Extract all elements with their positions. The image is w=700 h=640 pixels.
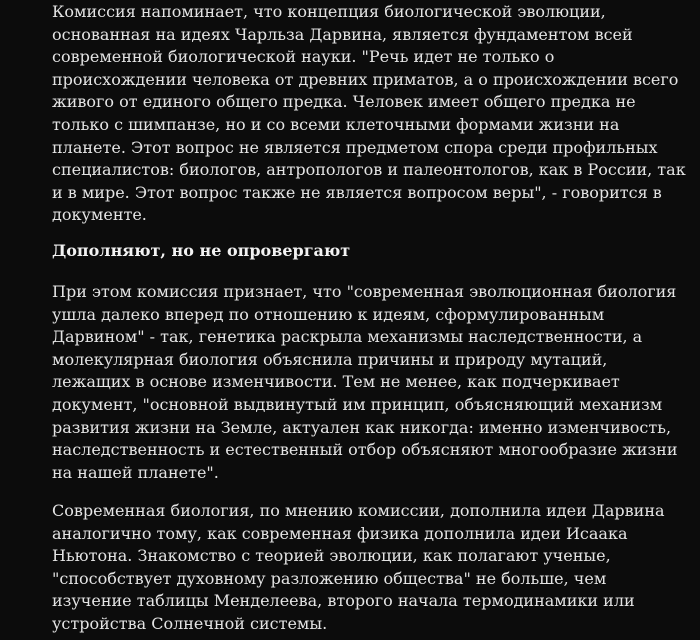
text-line: происхождении человека от древних приматов, а о происхождении всего (52, 69, 679, 89)
text-line: изучение таблицы Менделеева, второго начала термодинамики или (52, 591, 635, 611)
text-line: документ, "основной выдвинутый им принцип, объясняющий механизм (52, 394, 663, 414)
text-line: основанная на идеях Чарльза Дарвина, является фундаментом всей (52, 24, 633, 44)
text-line: При этом комиссия признает, что "современная эволюционная биология (52, 282, 677, 301)
text-line: наследственность и естественный отбор объясняют многообразие жизни (52, 440, 678, 460)
text-line: ушла далеко вперед по отношению к идеям, сформулированным (52, 304, 605, 324)
text-line: только с шимпанзе, но и со всеми клеточными формами жизни на (52, 114, 620, 134)
section-subheading: Дополняют, но не опровергают (52, 241, 351, 260)
text-line: планете. Этот вопрос не является предметом спора среди профильных (52, 137, 658, 157)
text-line: Ньютона. Знакомство с теорией эволюции, как полагают ученые, (52, 546, 611, 566)
text-line: молекулярная биология объяснила причины и природу мутаций, (52, 349, 608, 369)
text-line: на нашей планете". (52, 462, 219, 482)
text-line: специалистов: биологов, антропологов и палеонтологов, как в России, так (52, 160, 686, 180)
paragraph-darwin-concept (52, 1, 686, 227)
text-line: аналогично тому, как современная физика дополнила идеи Исаака (52, 523, 628, 543)
paragraph-modern-biology (52, 500, 665, 636)
text-line: лежащих в основе изменчивости. Тем не менее, как подчеркивает (52, 372, 620, 392)
paragraph-modern-evolution (52, 281, 678, 484)
text-line: развития жизни на Земле, актуален как никогда: именно изменчивость, (52, 417, 672, 437)
text-line: документе. (52, 205, 147, 225)
text-line: живого от единого общего предка. Человек имеет общего предка не (52, 92, 636, 112)
text-line: Современная биология, по мнению комиссии, дополнила идеи Дарвина (52, 501, 665, 520)
text-line: Дарвином" - так, генетика раскрыла механизмы наследственности, а (52, 327, 643, 347)
text-line: "способствует духовному разложению общества" не больше, чем (52, 568, 607, 588)
text-line: Комиссия напоминает, что концепция биологической эволюции, (52, 2, 606, 21)
text-line: и в мире. Этот вопрос также не является вопросом веры", - говорится в (52, 182, 662, 202)
text-line: устройства Солнечной системы. (52, 613, 328, 633)
text-line: современной биологической науки. "Речь идет не только о (52, 47, 555, 67)
